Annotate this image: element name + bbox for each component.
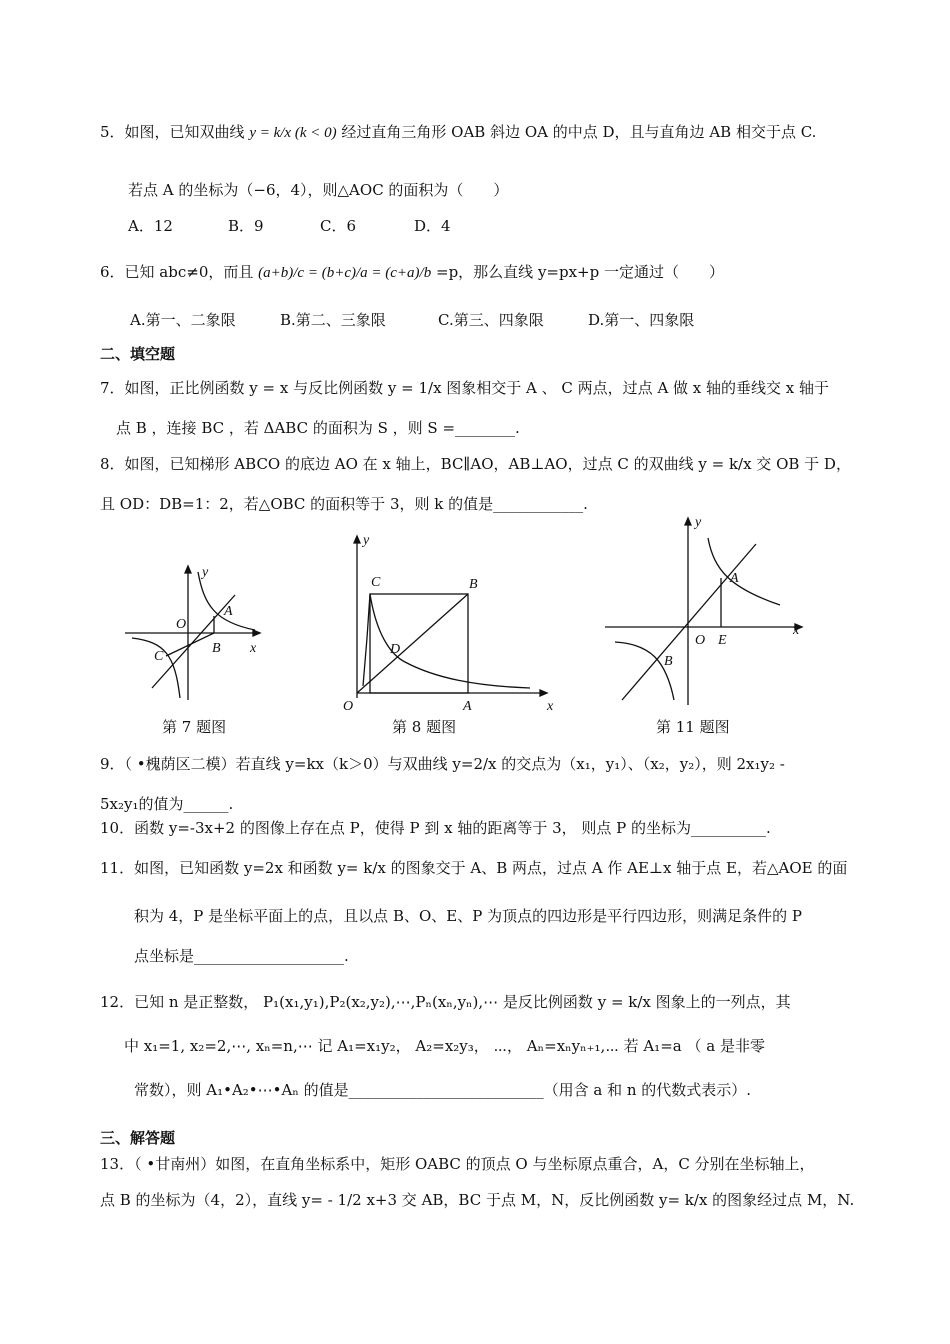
q7-line2: 点 B ，连接 BC ，若 ΔABC 的面积为 S ，则 S =________. xyxy=(116,419,520,437)
q5-option-c: C．6 xyxy=(320,217,357,235)
fig8-label-d: D xyxy=(390,642,401,657)
fig7-label-x: x xyxy=(250,641,257,656)
q10-line: 10．函数 y=-3x+2 的图像上存在点 P，使得 P 到 x 轴的距离等于 3， 则点 P 的坐标为__________. xyxy=(100,819,771,837)
fig7-hyperbola-branch-1 xyxy=(198,572,255,630)
fig11-label-a: A xyxy=(730,571,739,586)
fig8-label-b: B xyxy=(469,577,478,592)
q6-line1 xyxy=(100,262,724,283)
q13-line1: 13．（ •甘南州）如图，在直角坐标系中，矩形 OABC 的顶点 O 与坐标原点重合，A，C 分别在坐标轴上， xyxy=(100,1155,815,1173)
fig7-label-b: B xyxy=(212,641,221,656)
fig7-label-y: y xyxy=(202,565,209,580)
fig11-caption: 第 11 题图 xyxy=(656,718,730,736)
q5-line1 xyxy=(100,122,816,143)
fig11-label-b: B xyxy=(664,654,673,669)
q5-line2: 若点 A 的坐标为（−6，4），则△AOC 的面积为（ ） xyxy=(128,181,509,199)
fig7-line-y-eq-x xyxy=(152,595,235,688)
fig7-x-arrow xyxy=(253,630,260,636)
q6-option-c: C.第三、四象限 xyxy=(438,311,544,329)
figure-8 xyxy=(335,528,560,714)
fig11-hyperbola-branch-1 xyxy=(708,538,780,605)
q6-prefix: 6．已知 abc≠0，而且 xyxy=(100,263,254,281)
q6-options xyxy=(130,310,694,330)
fig11-line-y-eq-2x xyxy=(622,544,756,700)
q11-line1: 11．如图，已知函数 y=2x 和函数 y= k/x 的图象交于 A、B 两点，过点 A 作 AE⊥x 轴于点 E，若△AOE 的面 xyxy=(100,859,848,877)
fig8-caption: 第 8 题图 xyxy=(392,718,457,736)
q9-line2: 5x₂y₁的值为______. xyxy=(100,795,234,813)
q11-line3: 点坐标是____________________. xyxy=(134,947,349,965)
q6-option-b: B.第二、三象限 xyxy=(280,311,386,329)
fig11-label-e: E xyxy=(718,633,727,648)
section-title-solution: 三、解答题 xyxy=(100,1129,176,1147)
fig7-segment-bc xyxy=(166,633,214,656)
q12-line3: 常数），则 A₁•A₂•⋯•Aₙ 的值是__________________________（用含 a 和 n 的代数式表示）. xyxy=(134,1081,752,1099)
fig7-hyperbola-branch-2 xyxy=(132,638,180,698)
figure-11 xyxy=(600,510,815,712)
fig8-hyperbola xyxy=(363,594,530,688)
q7-line1: 7．如图，正比例函数 y = x 与反比例函数 y = 1/x 图象相交于 A 、 C 两点，过点 A 做 x 轴的垂线交 x 轴于 xyxy=(100,379,830,397)
fig11-label-o: O xyxy=(695,633,706,648)
q12-line1: 12．已知 n 是正整数， P₁(x₁,y₁),P₂(x₂,y₂),⋯,Pₙ(xₙ,yₙ),⋯ 是反比例函数 y = k/x 图象上的一列点，其 xyxy=(100,993,791,1011)
fig7-y-arrow xyxy=(185,566,191,573)
q5-formula: y = k/x (k < 0) xyxy=(249,125,337,141)
section-title-fill-in: 二、填空题 xyxy=(100,345,176,363)
fig8-label-o: O xyxy=(343,699,354,714)
fig11-label-x: x xyxy=(793,623,800,638)
fig8-trapezoid xyxy=(370,594,468,693)
q11-line2: 积为 4，P 是坐标平面上的点，且以点 B、O、E、P 为顶点的四边形是平行四边形，则满足条件的 P xyxy=(134,907,802,925)
q8-line1: 8．如图，已知梯形 ABCO 的底边 AO 在 x 轴上，BC∥AO，AB⊥AO，过点 C 的双曲线 y = k/x 交 OB 于 D， xyxy=(100,455,851,473)
q5-option-b: B．9 xyxy=(228,217,264,235)
q13-line2: 点 B 的坐标为（4，2），直线 y= - 1/2 x+3 交 AB，BC 于点 M，N，反比例函数 y= k/x 的图象经过点 M，N. xyxy=(100,1191,855,1209)
fig7-caption: 第 7 题图 xyxy=(162,718,227,736)
fig11-label-y: y xyxy=(695,515,702,530)
q6-option-a: A.第一、二象限 xyxy=(130,311,236,329)
q6-formula: (a+b)/c = (b+c)/a = (c+a)/b xyxy=(258,265,432,281)
fig8-y-arrow xyxy=(354,536,360,543)
q5-option-d: D．4 xyxy=(414,217,451,235)
q12-line2: 中 x₁=1, x₂=2,⋯, xₙ=n,⋯ 记 A₁=x₁y₂， A₂=x₂y₃， ⋯， Aₙ=xₙyₙ₊₁,⋯ 若 A₁=a （ a 是非零 xyxy=(124,1037,765,1055)
q5-options xyxy=(128,216,451,236)
q6-option-d: D.第一、四象限 xyxy=(588,311,695,329)
figure-7 xyxy=(120,560,265,705)
q8-line2: 且 OD：DB=1：2，若△OBC 的面积等于 3，则 k 的值是____________. xyxy=(100,495,588,513)
q5-suffix: 经过直角三角形 OAB 斜边 OA 的中点 D，且与直角边 AB 相交于点 C. xyxy=(341,123,817,141)
q5-prefix: 5．如图，已知双曲线 xyxy=(100,123,245,141)
fig8-label-a: A xyxy=(463,699,472,714)
fig8-label-x: x xyxy=(547,699,554,714)
q9-line1: 9．（ •槐荫区二模）若直线 y=kx（k＞0）与双曲线 y=2/x 的交点为（x₁，y₁）、（x₂，y₂），则 2x₁y₂ - xyxy=(100,755,785,773)
q6-suffix: =p，那么直线 y=px+p 一定通过（ ） xyxy=(436,263,724,281)
fig7-label-o: O xyxy=(176,617,187,632)
fig7-label-a: A xyxy=(224,604,233,619)
fig8-x-arrow xyxy=(540,690,547,696)
q5-option-a: A．12 xyxy=(128,217,173,235)
fig8-label-c: C xyxy=(371,575,381,590)
fig8-label-y: y xyxy=(363,533,370,548)
fig11-y-arrow xyxy=(685,518,691,525)
fig7-label-c: C xyxy=(154,649,164,664)
